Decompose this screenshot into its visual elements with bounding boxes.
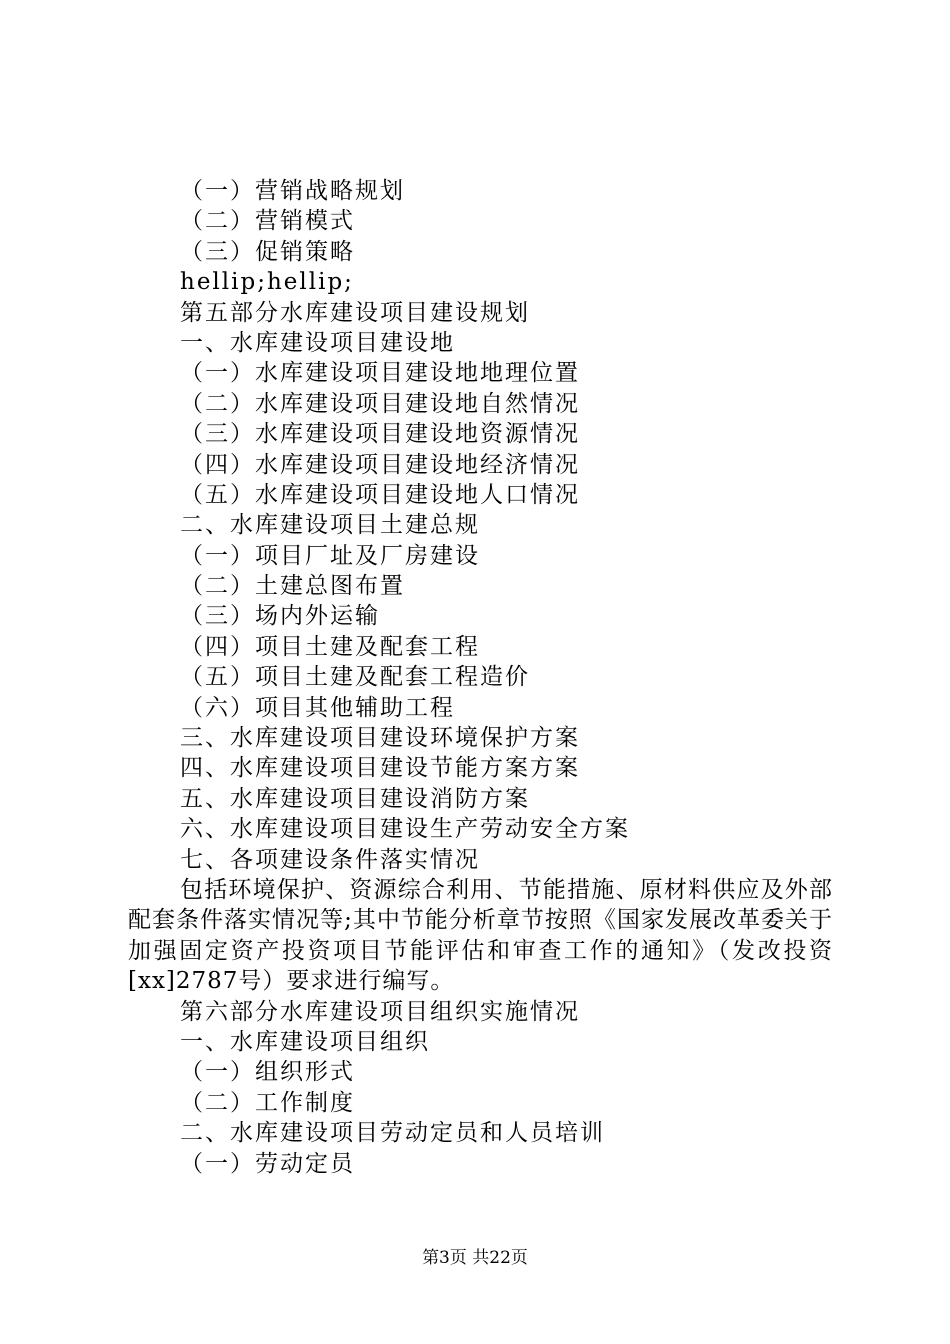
outline-line: 第五部分水库建设项目建设规划 (180, 299, 530, 326)
page-footer: 第3页 共22页 (422, 1248, 528, 1268)
outline-line: 三、水库建设项目建设环境保护方案 (180, 725, 580, 752)
outline-line: （六）项目其他辅助工程 (180, 694, 455, 721)
outline-line: 一、水库建设项目组织 (180, 1029, 430, 1055)
outline-line: 五、水库建设项目建设消防方案 (180, 785, 530, 812)
body-paragraph: 包括环境保护、资源综合利用、节能措施、原材料供应及外部配套条件落实情况等;其中节能分析章节按照《国家发展改革委关于加强固定资产投资项目节能评估和审查工作的通知》（发改投资[xx]2787号）要求进行编写。 (128, 876, 833, 995)
outline-line: （三）场内外运输 (180, 603, 380, 630)
outline-line: （二）营销模式 (180, 208, 355, 235)
outline-line: （五）水库建设项目建设地人口情况 (180, 481, 580, 508)
outline-line: 第六部分水库建设项目组织实施情况 (180, 998, 580, 1025)
outline-line: hellip;hellip; (180, 269, 354, 296)
outline-line: （一）水库建设项目建设地地理位置 (180, 360, 580, 387)
outline-line: 七、各项建设条件落实情况 (180, 846, 480, 873)
outline-section-bottom (128, 997, 833, 1179)
document-body (128, 176, 833, 1179)
outline-line: 六、水库建设项目建设生产劳动安全方案 (180, 816, 630, 843)
outline-line: （四）水库建设项目建设地经济情况 (180, 451, 580, 478)
outline-line: 二、水库建设项目土建总规 (180, 512, 480, 539)
outline-line: （四）项目土建及配套工程 (180, 633, 480, 660)
outline-line: （一）营销战略规划 (180, 178, 405, 204)
outline-line: （三）水库建设项目建设地资源情况 (180, 421, 580, 448)
outline-line: 一、水库建设项目建设地 (180, 329, 455, 356)
outline-section-top (128, 176, 833, 875)
outline-line: （一）劳动定员 (180, 1150, 355, 1177)
outline-line: （二）土建总图布置 (180, 573, 405, 600)
outline-line: （一）项目厂址及厂房建设 (180, 542, 480, 569)
outline-line: （一）组织形式 (180, 1059, 355, 1086)
outline-line: （二）水库建设项目建设地自然情况 (180, 390, 580, 417)
outline-line: 四、水库建设项目建设节能方案方案 (180, 755, 580, 782)
outline-line: （五）项目土建及配套工程造价 (180, 664, 530, 691)
outline-line: 二、水库建设项目劳动定员和人员培训 (180, 1120, 605, 1147)
outline-line: （三）促销策略 (180, 238, 355, 265)
outline-line: （二）工作制度 (180, 1089, 355, 1116)
